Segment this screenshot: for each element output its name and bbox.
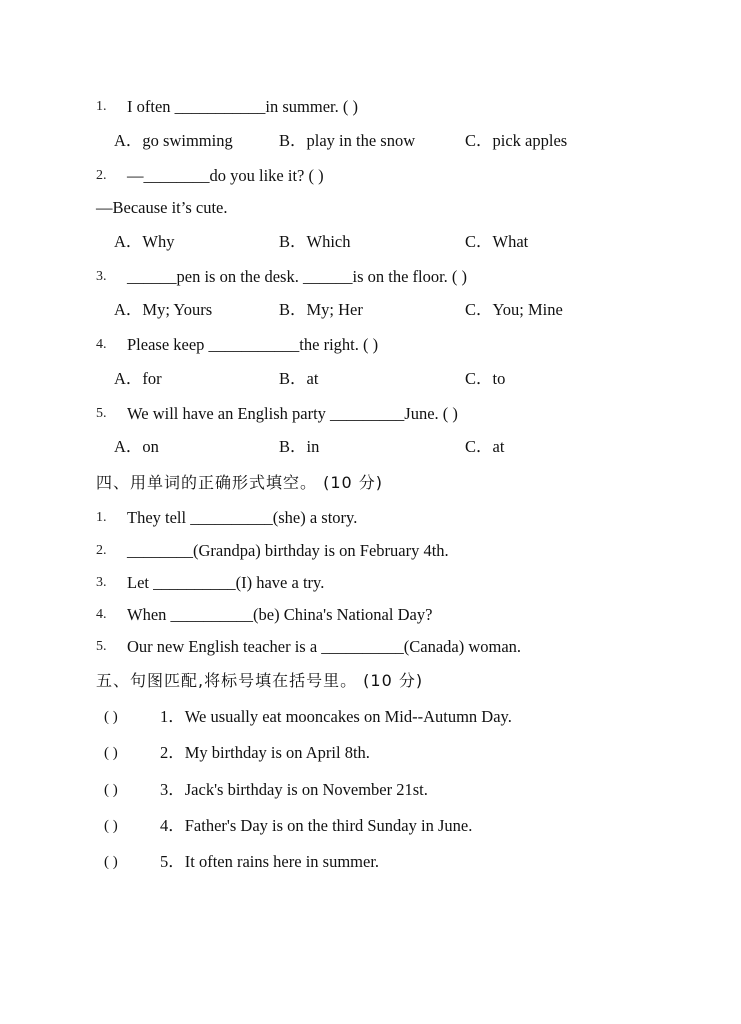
question-number: 3. bbox=[96, 269, 107, 284]
item-number: 4. bbox=[96, 607, 107, 622]
item-number: 3. bbox=[96, 575, 107, 590]
option-c: C．at bbox=[465, 437, 505, 456]
question-text: ______pen is on the desk. ______is on the floor. ( ) bbox=[127, 267, 468, 286]
question-text: Please keep ___________the right. ( ) bbox=[127, 335, 379, 354]
answer-parentheses: ( ) bbox=[104, 709, 118, 725]
section-heading: 五、句图匹配,将标号填在括号里。 (10 分) bbox=[96, 671, 424, 690]
option-a: A．go swimming bbox=[114, 131, 233, 150]
question-number: 2. bbox=[96, 168, 107, 183]
question-text: We will have an English party _________June. ( ) bbox=[127, 404, 458, 423]
option-c: C．You; Mine bbox=[465, 300, 563, 319]
matching-sentence: 3．Jack's birthday is on November 21st. bbox=[160, 780, 428, 799]
matching-sentence: 5．It often rains here in summer. bbox=[160, 852, 380, 871]
question-number: 4. bbox=[96, 337, 107, 352]
option-a: A．My; Yours bbox=[114, 300, 213, 319]
option-a: A．Why bbox=[114, 232, 175, 251]
matching-sentence: 4．Father's Day is on the third Sunday in June. bbox=[160, 816, 473, 835]
fill-blank-item: They tell __________(she) a story. bbox=[127, 508, 358, 527]
option-b: B．at bbox=[279, 369, 319, 388]
option-c: C．to bbox=[465, 369, 506, 388]
question-number: 1. bbox=[96, 99, 107, 114]
answer-parentheses: ( ) bbox=[104, 818, 118, 834]
matching-sentence: 1．We usually eat mooncakes on Mid--Autumn Day. bbox=[160, 707, 512, 726]
option-b: B．Which bbox=[279, 232, 351, 251]
fill-blank-item: Let __________(I) have a try. bbox=[127, 573, 325, 592]
item-number: 2. bbox=[96, 543, 107, 558]
fill-blank-item: ________(Grandpa) birthday is on February 4th. bbox=[127, 541, 449, 560]
answer-parentheses: ( ) bbox=[104, 745, 118, 761]
answer-parentheses: ( ) bbox=[104, 782, 118, 798]
option-a: A．for bbox=[114, 369, 162, 388]
option-a: A．on bbox=[114, 437, 159, 456]
option-b: B．play in the snow bbox=[279, 131, 416, 150]
question-number: 5. bbox=[96, 406, 107, 421]
option-b: B．in bbox=[279, 437, 320, 456]
section-heading: 四、用单词的正确形式填空。 (10 分) bbox=[96, 473, 384, 492]
matching-sentence: 2．My birthday is on April 8th. bbox=[160, 743, 370, 762]
option-c: C．pick apples bbox=[465, 131, 568, 150]
question-text: —________do you like it? ( ) bbox=[127, 166, 324, 185]
item-number: 5. bbox=[96, 639, 107, 654]
question-answer-line: —Because it’s cute. bbox=[96, 198, 228, 217]
option-b: B．My; Her bbox=[279, 300, 363, 319]
fill-blank-item: Our new English teacher is a __________(Canada) woman. bbox=[127, 637, 522, 656]
item-number: 1. bbox=[96, 510, 107, 525]
option-c: C．What bbox=[465, 232, 529, 251]
question-text: I often ___________in summer. ( ) bbox=[127, 97, 358, 116]
answer-parentheses: ( ) bbox=[104, 854, 118, 870]
fill-blank-item: When __________(be) China's National Day? bbox=[127, 605, 433, 624]
